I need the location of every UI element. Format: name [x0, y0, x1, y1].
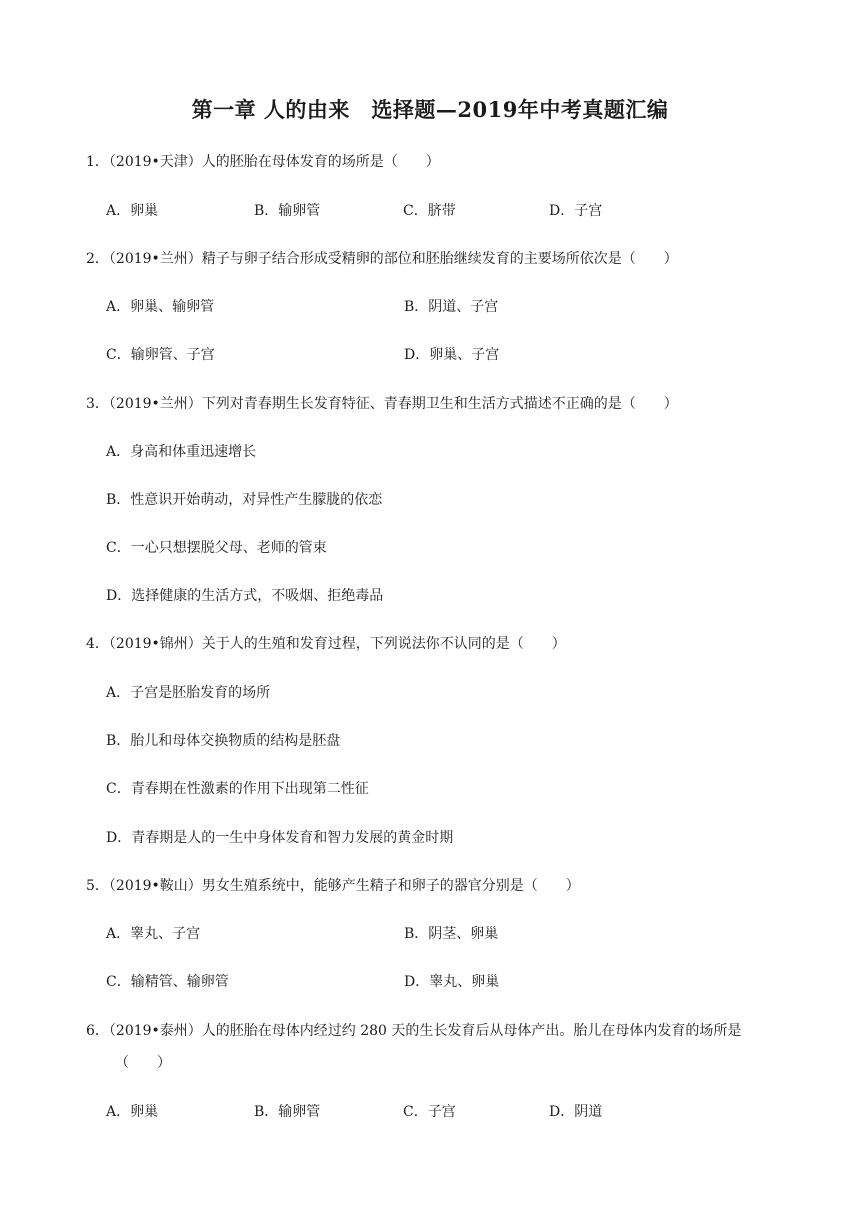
question-3-stem: 3．（2019•兰州）下列对青春期生长发育特征、青春期卫生和生活方式描述不正确的是（ ） [86, 396, 678, 412]
question-5-option-a: A．睾丸、子宫 [106, 926, 201, 942]
question-6-stem: 6．（2019•泰州）人的胚胎在母体内经过约 280 天的生长发育后从母体产出。胎儿在母体内发育的场所是 [86, 1023, 742, 1039]
question-6-option-b: B．输卵管 [254, 1104, 321, 1120]
question-2-option-c: C．输卵管、子宫 [106, 347, 215, 363]
question-6-option-d: D．阴道 [549, 1104, 603, 1120]
question-3-option-c: C．一心只想摆脱父母、老师的管束 [106, 540, 327, 556]
question-3-option-b: B．性意识开始萌动，对异性产生朦胧的依恋 [106, 492, 383, 508]
question-1-option-c: C．脐带 [403, 203, 456, 219]
question-1-option-d: D．子宫 [549, 203, 603, 219]
question-5-option-c: C．输精管、输卵管 [106, 974, 229, 990]
question-6-option-a: A．卵巢 [106, 1104, 159, 1120]
question-1-option-b: B．输卵管 [254, 203, 321, 219]
question-6-stem-continued: （ ） [115, 1055, 171, 1071]
question-5-stem: 5．（2019•鞍山）男女生殖系统中，能够产生精子和卵子的器官分别是（ ） [86, 878, 580, 894]
question-2-option-b: B．阴道、子宫 [404, 299, 499, 315]
question-2-option-a: A．卵巢、输卵管 [106, 299, 215, 315]
page-title: 第一章 人的由来 选择题—2019年中考真题汇编 [191, 97, 669, 122]
question-2-stem: 2．（2019•兰州）精子与卵子结合形成受精卵的部位和胚胎继续发育的主要场所依次是（ ） [86, 251, 678, 267]
question-4-option-a: A．子宫是胚胎发育的场所 [106, 685, 271, 701]
question-5-option-b: B．阴茎、卵巢 [404, 926, 499, 942]
question-6-option-c: C．子宫 [403, 1104, 456, 1120]
question-3-option-a: A．身高和体重迅速增长 [106, 444, 257, 460]
question-4-option-b: B．胎儿和母体交换物质的结构是胚盘 [106, 733, 341, 749]
question-3-option-d: D．选择健康的生活方式，不吸烟、拒绝毒品 [106, 588, 384, 604]
question-1-option-a: A．卵巢 [106, 203, 159, 219]
question-2-option-d: D．卵巢、子宫 [404, 347, 500, 363]
question-5-option-d: D．睾丸、卵巢 [404, 974, 500, 990]
question-4-stem: 4．（2019•锦州）关于人的生殖和发育过程，下列说法你不认同的是（ ） [86, 636, 566, 652]
question-4-option-d: D．青春期是人的一生中身体发育和智力发展的黄金时期 [106, 830, 454, 846]
question-4-option-c: C．青春期在性激素的作用下出现第二性征 [106, 781, 369, 797]
question-1-stem: 1．（2019•天津）人的胚胎在母体发育的场所是（ ） [86, 154, 440, 170]
